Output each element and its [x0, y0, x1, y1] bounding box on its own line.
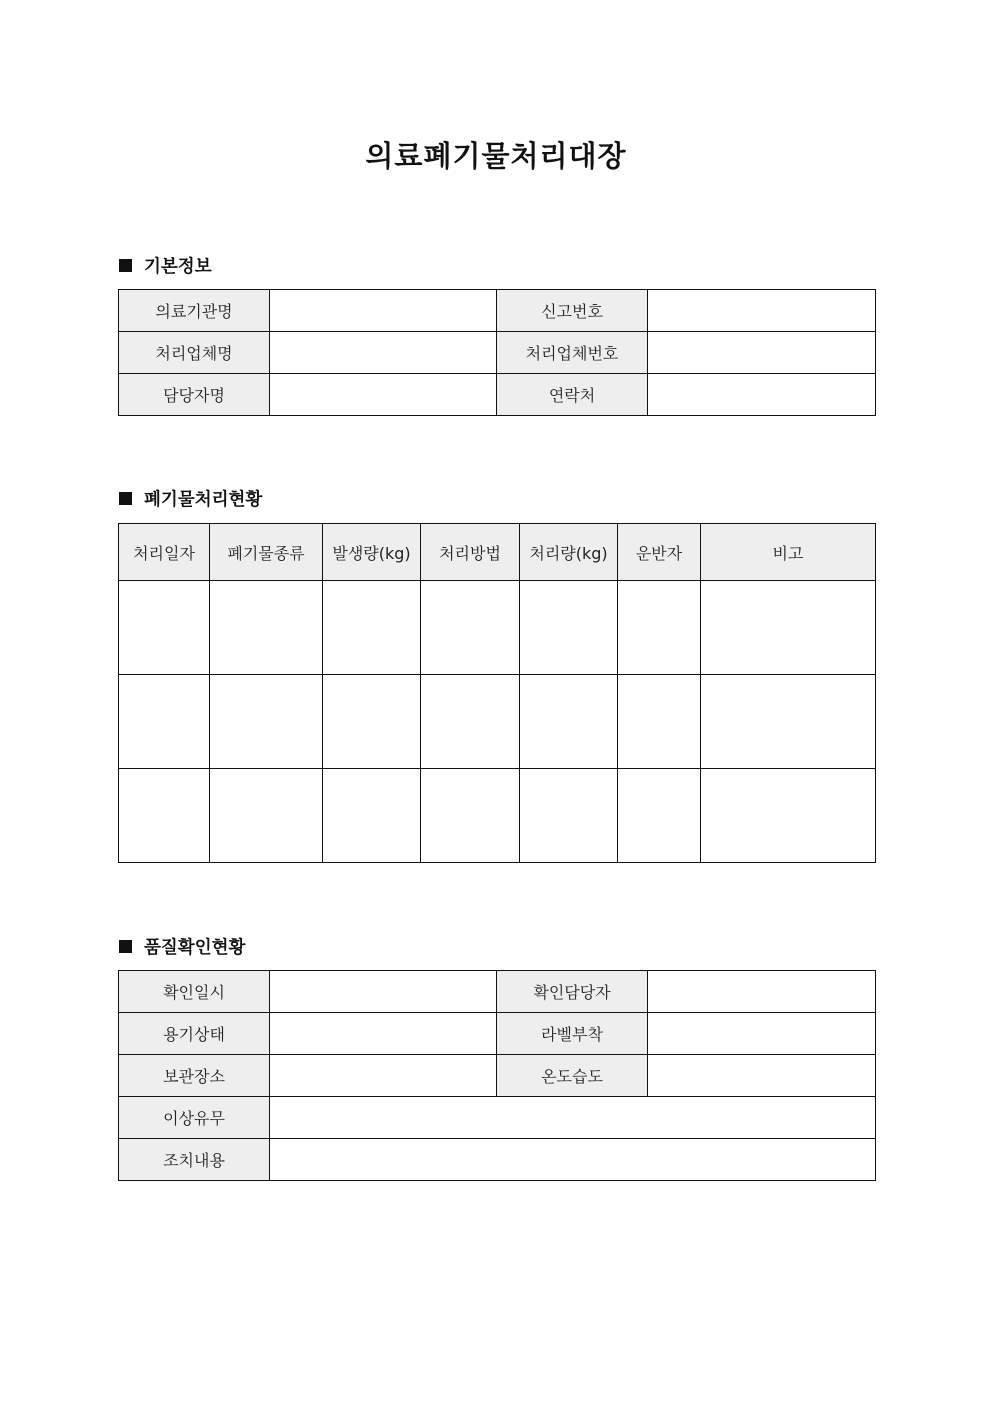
processor-number-field[interactable] [648, 332, 876, 374]
column-header-transporter: 운반자 [618, 524, 701, 581]
quality-check-table [118, 970, 876, 1181]
table-cell[interactable] [210, 581, 323, 675]
table-cell[interactable] [421, 675, 520, 769]
table-cell[interactable] [119, 581, 210, 675]
section-heading-processing [119, 486, 262, 511]
table-cell[interactable] [618, 769, 701, 863]
column-header-processed-amount: 처리량(kg) [520, 524, 618, 581]
table-row [119, 971, 876, 1013]
table-cell[interactable] [323, 675, 421, 769]
field-label: 보관장소 [119, 1055, 270, 1097]
section-heading-text: 품질확인현황 [144, 938, 246, 958]
table-cell[interactable] [701, 581, 876, 675]
check-datetime-field[interactable] [270, 971, 497, 1013]
column-header-remarks: 비고 [701, 524, 876, 581]
abnormality-field[interactable] [270, 1097, 876, 1139]
table-cell[interactable] [323, 581, 421, 675]
table-row [119, 374, 876, 416]
field-label: 처리업체명 [119, 332, 270, 374]
table-cell[interactable] [119, 769, 210, 863]
section-heading-basic [119, 253, 212, 278]
field-label: 온도습도 [497, 1055, 648, 1097]
field-label: 라벨부착 [497, 1013, 648, 1055]
table-row [119, 1139, 876, 1181]
field-label: 이상유무 [119, 1097, 270, 1139]
table-row [119, 290, 876, 332]
square-bullet-icon [119, 940, 132, 953]
manager-name-field[interactable] [270, 374, 497, 416]
report-number-field[interactable] [648, 290, 876, 332]
label-attached-field[interactable] [648, 1013, 876, 1055]
check-manager-field[interactable] [648, 971, 876, 1013]
table-row [119, 675, 876, 769]
table-cell[interactable] [618, 581, 701, 675]
storage-location-field[interactable] [270, 1055, 497, 1097]
table-cell[interactable] [520, 675, 618, 769]
container-status-field[interactable] [270, 1013, 497, 1055]
column-header-date: 처리일자 [119, 524, 210, 581]
column-header-method: 처리방법 [421, 524, 520, 581]
contact-field[interactable] [648, 374, 876, 416]
section-heading-text: 기본정보 [144, 257, 212, 277]
field-label: 용기상태 [119, 1013, 270, 1055]
table-cell[interactable] [520, 769, 618, 863]
table-cell[interactable] [119, 675, 210, 769]
square-bullet-icon [119, 259, 132, 272]
column-header-waste-type: 폐기물종류 [210, 524, 323, 581]
section-heading-quality [119, 934, 245, 959]
field-label: 확인일시 [119, 971, 270, 1013]
action-taken-field[interactable] [270, 1139, 876, 1181]
field-label: 확인담당자 [497, 971, 648, 1013]
column-header-generated-amount: 발생량(kg) [323, 524, 421, 581]
table-row [119, 769, 876, 863]
field-label: 처리업체번호 [497, 332, 648, 374]
table-cell[interactable] [210, 769, 323, 863]
basic-info-table [118, 289, 876, 416]
processor-name-field[interactable] [270, 332, 497, 374]
waste-processing-table [118, 523, 876, 863]
field-label: 담당자명 [119, 374, 270, 416]
section-heading-text: 폐기물처리현황 [144, 490, 263, 510]
field-label: 신고번호 [497, 290, 648, 332]
table-row [119, 332, 876, 374]
table-cell[interactable] [520, 581, 618, 675]
field-label: 조치내용 [119, 1139, 270, 1181]
table-cell[interactable] [701, 675, 876, 769]
table-cell[interactable] [421, 581, 520, 675]
table-cell[interactable] [618, 675, 701, 769]
table-cell[interactable] [210, 675, 323, 769]
field-label: 연락처 [497, 374, 648, 416]
table-row [119, 581, 876, 675]
table-header-row [119, 524, 876, 581]
table-row [119, 1055, 876, 1097]
document-title: 의료폐기물처리대장 [365, 139, 627, 173]
table-row [119, 1097, 876, 1139]
temperature-humidity-field[interactable] [648, 1055, 876, 1097]
square-bullet-icon [119, 492, 132, 505]
field-label: 의료기관명 [119, 290, 270, 332]
table-cell[interactable] [323, 769, 421, 863]
medical-institution-name-field[interactable] [270, 290, 497, 332]
table-cell[interactable] [701, 769, 876, 863]
table-row [119, 1013, 876, 1055]
table-cell[interactable] [421, 769, 520, 863]
